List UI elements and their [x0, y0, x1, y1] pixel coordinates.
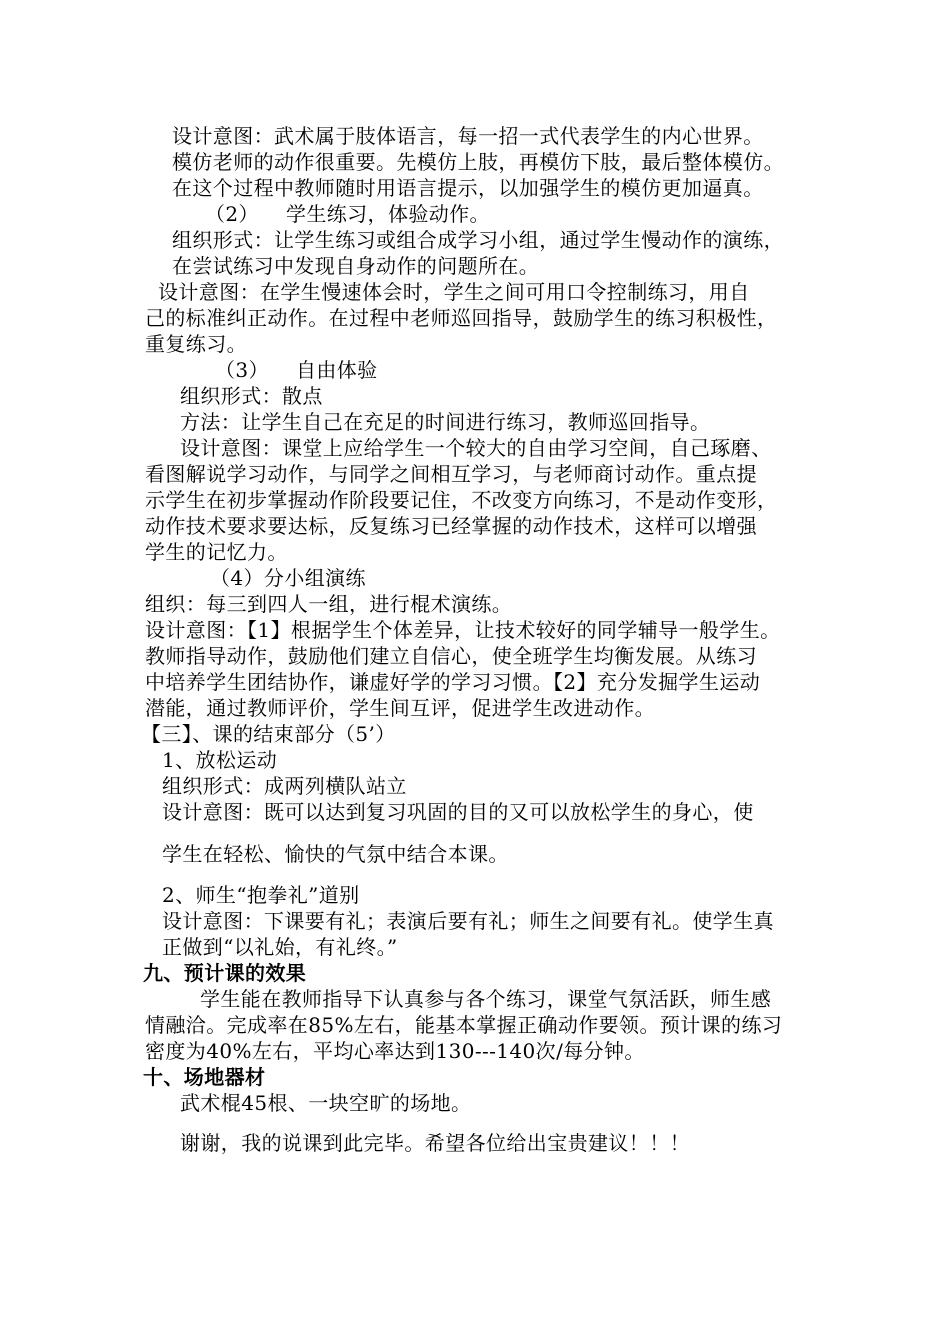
design-intent-4-line-2: 教师指导动作，鼓励他们建立自信心，使全班学生均衡发展。从练习: [145, 644, 757, 668]
closing-line: 谢谢，我的说课到此完毕。希望各位给出宝贵建议！！！: [180, 1131, 690, 1155]
section-nine-heading: 九、预计课的效果: [143, 961, 307, 985]
expected-effect-line-1: 学生能在教师指导下认真参与各个练习，课堂气氛活跃，师生感: [200, 987, 772, 1011]
design-intent-4-line-1: 设计意图：【1】根据学生个体差异，让技术较好的同学辅导一般学生。: [145, 618, 781, 642]
design-intent-3-line-2: 看图解说学习动作，与同学之间相互学习，与老师商讨动作。重点提: [145, 462, 757, 486]
relaxation-intent-line-2: 学生在轻松、愉快的气氛中结合本课。: [162, 842, 509, 866]
relaxation-intent-line-1: 设计意图：既可以达到复习巩固的目的又可以放松学生的身心，使: [162, 800, 754, 824]
equipment-line: 武术棍45根、一块空旷的场地。: [180, 1091, 472, 1115]
step-2-heading: （2） 学生练习，体验动作。: [205, 202, 490, 226]
organization-3: 组织形式：散点: [180, 384, 323, 408]
farewell-intent-line-1: 设计意图：下课要有礼；表演后要有礼；师生之间要有礼。使学生真: [162, 909, 774, 933]
expected-effect-line-2: 情融洽。完成率在85%左右，能基本掌握正确动作要领。预计课的练习: [145, 1013, 783, 1037]
design-intent-3-line-5: 学生的记忆力。: [145, 540, 288, 564]
farewell-intent-line-2: 正做到“以礼始，有礼终。”: [162, 935, 398, 959]
design-intent-1-line-1: 设计意图：武术属于肢体语言，每一招一式代表学生的内心世界。: [172, 124, 764, 148]
relaxation-heading: 1、放松运动: [162, 748, 278, 772]
section-ten-heading: 十、场地器材: [143, 1065, 266, 1089]
design-intent-1-line-3: 在这个过程中教师随时用语言提示，以加强学生的模仿更加逼真。: [172, 176, 764, 200]
design-intent-4-line-4: 潜能，通过教师评价，学生间互评，促进学生改进动作。: [145, 696, 655, 720]
organization-2-line-2: 在尝试练习中发现自身动作的问题所在。: [172, 254, 540, 278]
organization-2-line-1: 组织形式：让学生练习或组合成学习小组，通过学生慢动作的演练，: [172, 228, 784, 252]
method-3: 方法：让学生自己在充足的时间进行练习，教师巡回指导。: [180, 410, 711, 434]
design-intent-2-line-2: 己的标准纠正动作。在过程中老师巡回指导，鼓励学生的练习积极性，: [145, 306, 778, 330]
farewell-heading: 2、师生“抱拳礼”道别: [162, 883, 360, 907]
design-intent-3-line-1: 设计意图：课堂上应给学生一个较大的自由学习空间，自己琢磨、: [180, 436, 772, 460]
relaxation-organization: 组织形式：成两列横队站立: [162, 774, 407, 798]
step-4-heading: （4）分小组演练: [210, 566, 366, 590]
design-intent-2-line-3: 重复练习。: [145, 332, 247, 356]
expected-effect-line-3: 密度为40%左右，平均心率达到130---140次/每分钟。: [145, 1039, 645, 1063]
section-three-heading: 【三】、课的结束部分（5’）: [141, 722, 396, 746]
design-intent-3-line-4: 动作技术要求要达标，反复练习已经掌握的动作技术，这样可以增强: [145, 514, 757, 538]
step-3-heading: （3） 自由体验: [215, 358, 378, 382]
organization-4: 组织：每三到四人一组，进行棍术演练。: [145, 592, 513, 616]
design-intent-1-line-2: 模仿老师的动作很重要。先模仿上肢，再模仿下肢，最后整体模仿。: [172, 150, 784, 174]
design-intent-4-line-3: 中培养学生团结协作，谦虚好学的学习习惯。【2】充分发掘学生运动: [145, 670, 761, 694]
design-intent-2-line-1: 设计意图：在学生慢速体会时，学生之间可用口令控制练习，用自: [158, 280, 750, 304]
design-intent-3-line-3: 示学生在初步掌握动作阶段要记住，不改变方向练习，不是动作变形，: [145, 488, 778, 512]
